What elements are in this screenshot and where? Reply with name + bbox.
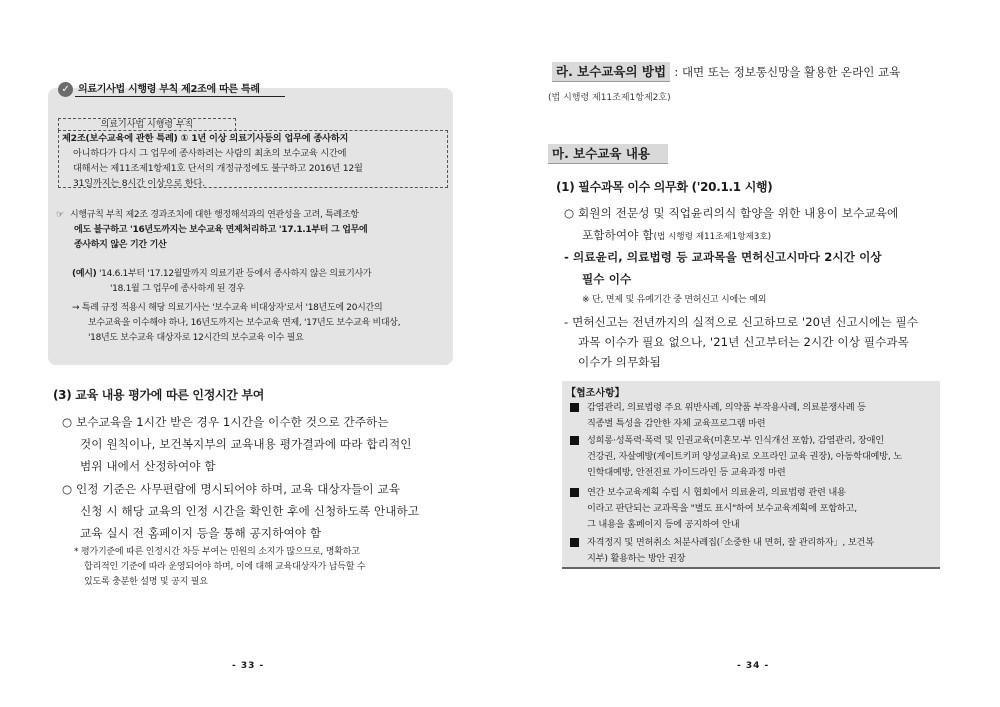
note-line: 종사하지 않은 기간 기산 [74,240,167,250]
footnote-line: * 평가기준에 따른 인정시간 차등 부여는 민원의 소지가 많으므로, 명확하고 [74,547,360,557]
p1-reference: (법 시행령 제11조제1항제3호) [653,232,772,242]
cooperation-box [562,381,940,569]
paragraph-line: ○ 인정 기준은 사무편람에 명시되어야 하며, 교육 대상자들이 교육 [62,482,401,496]
box-header-text: 의료기사법 시행령 부칙 제2조에 따른 특례 [78,84,260,95]
arrow-line: 보수교육을 이수해야 하나, 16년도까지는 보수교육 면제, '17년도 보수교육 비대상, [88,318,401,328]
paragraph-line: 신청 시 해당 교육의 인정 시간을 확인한 후에 신청하도록 안내하고 [80,504,420,518]
cooperation-item [570,433,932,481]
paragraph-line: ○ 회원의 전문성 및 직업윤리의식 함양을 위한 내용이 보수교육에 [564,206,899,220]
heading-ra [548,62,956,82]
paragraph-line: 교육 실시 전 홈페이지 등을 통해 공지하여야 함 [80,526,322,540]
box-header-underline [75,96,285,97]
paragraph-line: - 의료윤리, 의료법령 등 교과목을 면허신고시마다 2시간 이상 [564,250,882,264]
square-bullet-icon [570,403,579,412]
box-header [58,80,260,97]
example-line: '14.6.1부터 '17.12월말까지 의료기관 등에서 종사하지 않은 의료기사가 [98,269,372,279]
item-line: 직종별 특성을 감안한 자체 교육프로그램 마련 [587,418,766,429]
pointing-hand-icon: ☞ [56,210,64,220]
law-tab-label: 의료기사법 시행령 부칙 [58,118,236,131]
paragraph-line: 필수 이수 [582,272,632,286]
paragraph-line: 이수가 의무화됨 [578,355,661,369]
sub1-title: (1) 필수과목 이수 의무화 ('20.1.1 시행) [556,180,773,194]
footnote-line: 합리적인 기준에 따라 운영되어야 하며, 이에 대해 교육대상자가 납득할 수 [84,562,366,572]
arrow-line: → 특례 규정 적용시 해당 의료기사는 '보수교육 비대상자'로서 '18년도에 20시간의 [72,303,383,313]
paragraph-line: - 면허신고는 전년까지의 실적으로 신고하므로 '20년 신고시에는 필수 [564,315,919,329]
arrow-note [72,301,452,346]
item-line: 연간 보수교육계획 수립 시 협회에서 의료윤리, 의료법령 관련 내용 [587,487,846,498]
example-line: '18.1월 그 업무에 종사하게 된 경우 [110,284,245,294]
note-line: 에도 불구하고 '16년도까지는 보수교육 면제처리하고 '17.1.1부터 그 업무에 [74,225,368,235]
paragraph-2 [62,478,462,544]
ra-reference: (법 시행령 제11조제1항제2호) [548,93,671,103]
law-line: 대해서는 제11조제1항제1호 단서의 개정규정에도 불구하고 2016년 12월 [73,163,363,174]
note-line: 시행규칙 부칙 제2조 경과조치에 대한 행정해석과의 연관성을 고려, 특례조항 [70,210,359,220]
cooperation-item [570,485,932,533]
cooperation-item [570,400,932,432]
paragraph-line: 것이 원칙이나, 보건복지부의 교육내용 평가결과에 따라 합리적인 [80,437,412,451]
item-line: 인학대예방, 안전진료 가이드라인 등 교육과정 마련 [587,467,786,478]
heading-ma: 마. 보수교육 내용 [548,144,668,164]
arrow-line: '18년도 보수교육 대상자로 12시간의 보수교육 이수 필요 [88,333,304,343]
law-line: 31일까지는 8시간 이상으로 한다. [73,178,205,189]
heading-ra-label: 라. 보수교육의 방법 [552,62,670,82]
page-number: - 33 - [232,661,265,671]
law-text-box [58,130,448,188]
check-circle-icon: ✓ [58,82,73,97]
item-line: 지부) 활용하는 방안 권장 [587,553,686,564]
sub1-paragraph-3 [564,312,964,372]
square-bullet-icon [570,436,579,445]
cooperation-item [570,535,932,567]
section-3-title: (3) 교육 내용 평가에 따른 인정시간 부여 [53,388,265,402]
example-label: (예시) [72,269,97,279]
law-line: 아니하다가 다시 그 업무에 종사하려는 사람의 최초의 보수교육 시간에 [73,148,347,159]
paragraph-line: 포함하여야 함 [582,228,654,242]
footnote [74,545,459,590]
cooperation-title: 【협조사항】 [566,388,625,399]
paragraph-line: 범위 내에서 산정하여야 함 [80,459,216,473]
heading-ra-rest: : 대면 또는 정보통신망을 활용한 온라인 교육 [674,65,901,79]
item-line: 감염관리, 의료법령 주요 위반사례, 의약품 부작용사례, 의료분쟁사례 등 [587,402,866,413]
right-page [500,0,1000,707]
square-bullet-icon [570,538,579,547]
item-line: 자격정지 및 면허취소 처분사례집(「소중한 내 면허, 잘 관리하자」, 보건복 [587,537,874,548]
square-bullet-icon [570,488,579,497]
footnote-line: 있도록 충분한 설명 및 공지 필요 [84,577,208,587]
interpretation-note [56,208,451,253]
item-line: 성희롱·성폭력·폭력 및 인권교육(미혼모·부 인식개선 포함), 감염관리, 장애인 [587,435,884,446]
sub1-paragraph-1 [564,202,964,248]
paragraph-line: ○ 보수교육을 1시간 받은 경우 1시간을 이수한 것으로 간주하는 [62,415,389,429]
law-line: 제2조(보수교육에 관한 특례) ① 1년 이상 의료기사등의 업무에 종사하지 [62,133,349,144]
item-line: 건강권, 자살예방(게이트키퍼 양성교육)로 오프라인 교육 권장), 아동학대예방, 노 [587,451,902,462]
paragraph-1 [62,411,462,477]
example-note [72,267,452,297]
paragraph-line: 과목 이수가 필요 없으나, '21년 신고부터는 2시간 이상 필수과목 [578,335,909,349]
sub1-paragraph-2 [564,246,964,290]
page-number: - 34 - [737,661,770,671]
exception-note: ※ 단, 면제 및 유예기간 중 면허신고 시에는 예외 [582,295,767,305]
item-line: 그 내용을 홈페이지 등에 공지하여 안내 [587,519,740,530]
item-line: 이라고 판단되는 교과목을 "별도 표시"하여 보수교육계획에 포함하고, [587,503,857,514]
